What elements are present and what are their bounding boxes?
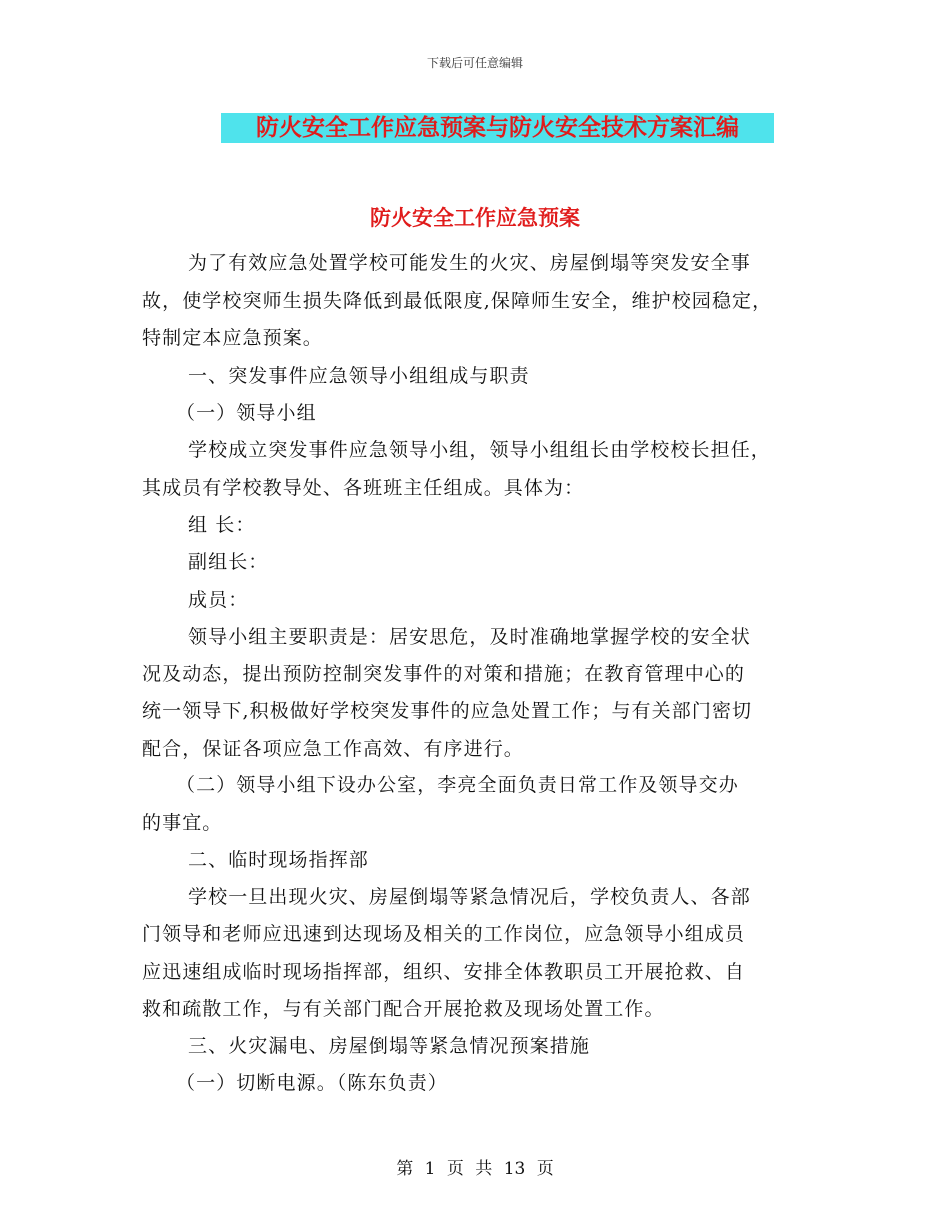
paragraph-line: 故，使学校突师生损失降低到最低限度,保障师生安全，维护校园稳定，	[142, 290, 773, 312]
subheading-line: （一）领导小组	[176, 402, 317, 424]
paragraph-line: 应迅速组成临时现场指挥部，组织、安排全体教职员工开展抢救、自	[142, 961, 746, 983]
paragraph-line: 为了有效应急处置学校可能发生的火灾、房屋倒塌等突发安全事	[188, 252, 751, 274]
list-line: 组 长：	[188, 514, 256, 536]
subheading-line: （一）切断电源。（陈东负责）	[176, 1072, 448, 1094]
page-footer: 第 1 页 共 13 页	[396, 1159, 554, 1179]
document-title: 防火安全工作应急预案与防火安全技术方案汇编	[221, 113, 774, 143]
paragraph-line: （二）领导小组下设办公室，李亮全面负责日常工作及领导交办	[176, 774, 739, 796]
paragraph-line: 的事宜。	[142, 812, 223, 834]
paragraph-line: 领导小组主要职责是：居安思危，及时准确地掌握学校的安全状	[188, 626, 751, 648]
paragraph-line: 其成员有学校教导处、各班班主任组成。具体为：	[142, 477, 585, 499]
heading-line: 二、临时现场指挥部	[188, 849, 369, 871]
header-note: 下载后可任意编辑	[426, 56, 523, 70]
paragraph-line: 门领导和老师应迅速到达现场及相关的工作岗位，应急领导小组成员	[142, 923, 746, 945]
paragraph-line: 学校成立突发事件应急领导小组，领导小组组长由学校校长担任，	[188, 439, 771, 461]
paragraph-line: 统一领导下,积极做好学校突发事件的应急处置工作；与有关部门密切	[142, 700, 753, 722]
paragraph-line: 况及动态，提出预防控制突发事件的对策和措施；在教育管理中心的	[142, 663, 746, 685]
heading-line: 三、火灾漏电、房屋倒塌等紧急情况预案措施	[188, 1035, 591, 1057]
paragraph-line: 学校一旦出现火灾、房屋倒塌等紧急情况后，学校负责人、各部	[188, 886, 751, 908]
heading-line: 一、突发事件应急领导小组组成与职责	[188, 365, 530, 387]
list-line: 成员：	[188, 589, 249, 611]
paragraph-line: 配合，保证各项应急工作高效、有序进行。	[142, 738, 524, 760]
section-title: 防火安全工作应急预案	[370, 206, 580, 230]
paragraph-line: 救和疏散工作，与有关部门配合开展抢救及现场处置工作。	[142, 998, 665, 1020]
paragraph-line: 特制定本应急预案。	[142, 327, 323, 349]
list-line: 副组长：	[188, 551, 269, 573]
